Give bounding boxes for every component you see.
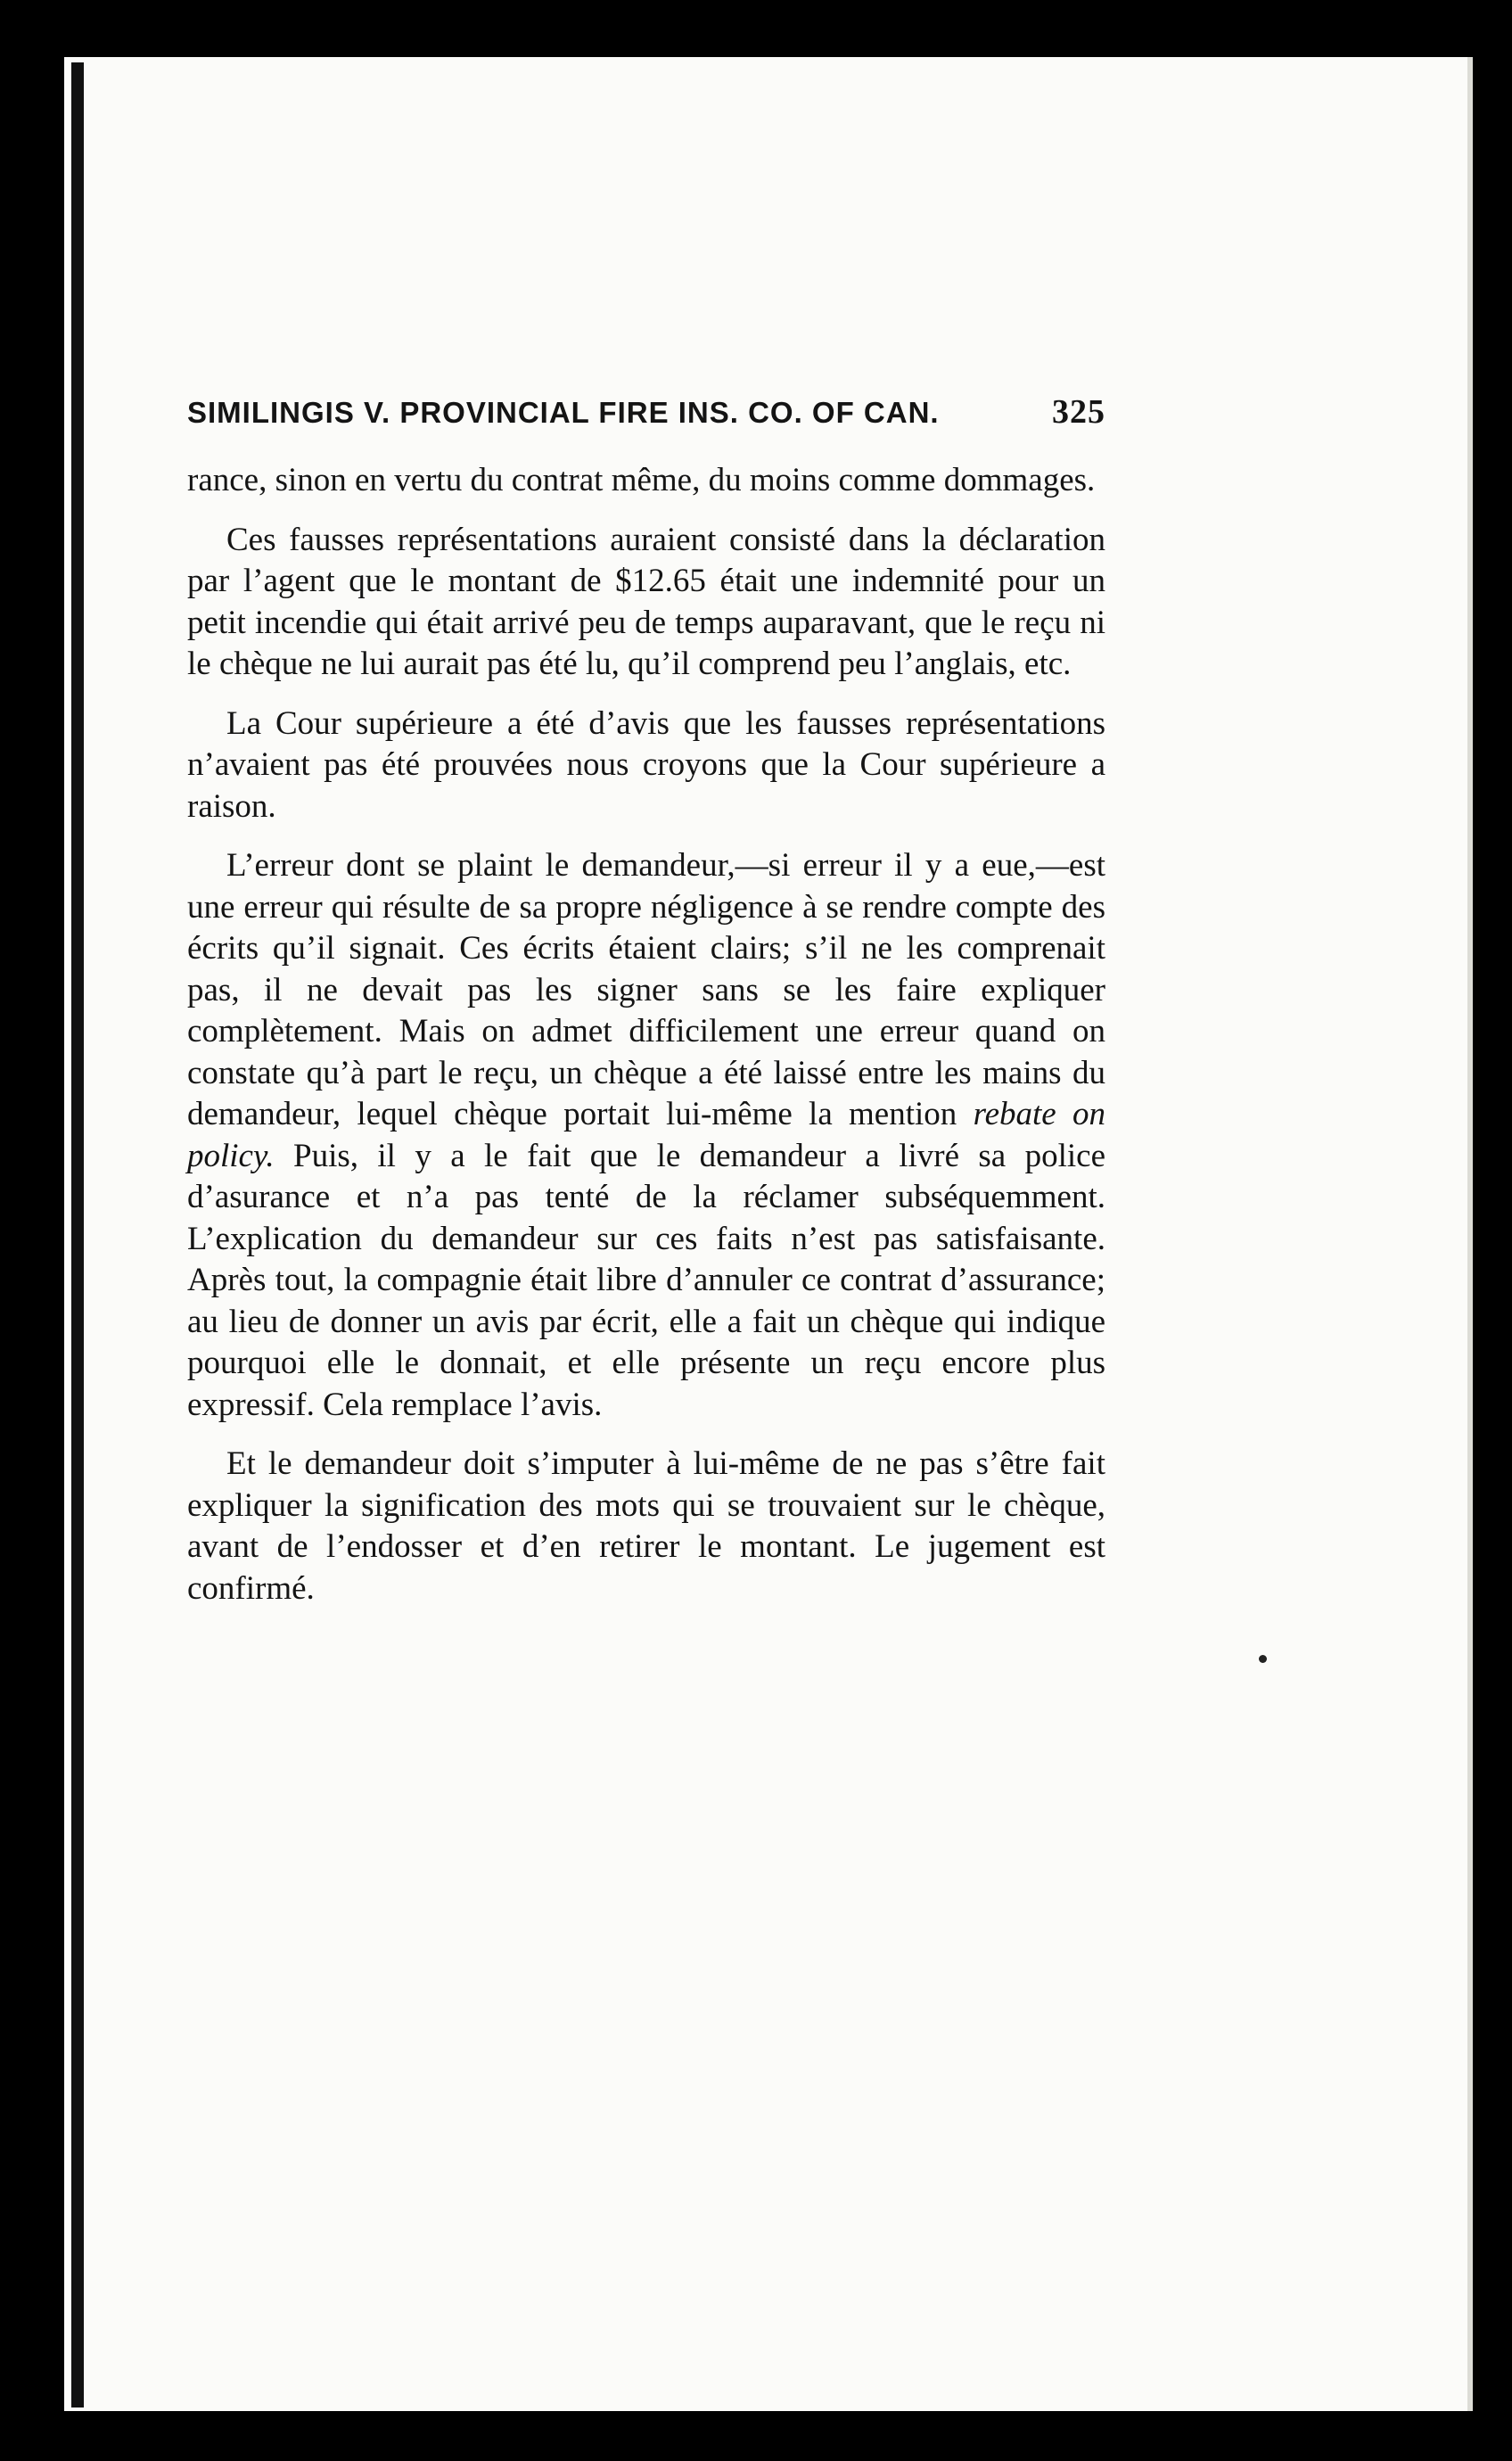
ink-speck — [1259, 1655, 1267, 1663]
running-head — [187, 392, 1105, 432]
paragraph-2: Ces fausses représentations auraient consisté dans la déclaration par l’agent que le montant de $12.65 était une indemnité pour un petit incendie qui était arrivé peu de temps auparavant, que le reçu ni le chèque ne lui aurait pas été lu, qu’il comprend peu l’anglais, etc. — [187, 521, 1105, 682]
paragraph-3: La Cour supérieure a été d’avis que les fausses représentations n’avaient pas été prouvées nous croyons que la Cour supérieure a raison. — [187, 704, 1105, 825]
paragraph-5: Et le demandeur doit s’imputer à lui-même de ne pas s’être fait expliquer la signification des mots qui se trouvaient sur le chèque, avant de l’endosser et d’en retirer le montant. Le jugement est confirmé. — [187, 1445, 1105, 1607]
page-number: 325 — [1052, 393, 1105, 431]
paragraph-4-text-before: L’erreur dont se plaint le demandeur,—si erreur il y a eue,—est une erreur qui résulte de sa propre négligence à se rendre compte des écrits qu’il signait. Ces écrits étaient clairs; s’il ne les comprenait pas, il ne devait pas les signer sans se les faire expliquer complètement. Mais on admet difficilement une erreur quand on constate qu’à part le reçu, un chèque a été laissé entre les mains du demandeur, lequel chèque portait lui-même la mention — [187, 847, 1105, 1132]
paragraph-4 — [187, 845, 1105, 1426]
running-title: SIMILINGIS V. PROVINCIAL FIRE INS. CO. OF CAN. — [187, 396, 940, 429]
paragraph-4-text-after: Puis, il y a le fait que le demandeur a livré sa police d’asurance et n’a pas tenté de la réclamer subséquemment. L’explication du demandeur sur ces faits n’est pas satisfaisante. Après tout, la compagnie était libre d’annuler ce contrat d’assurance; au lieu de donner un avis par écrit, elle a fait un chèque qui indique pourquoi elle le donnait, et elle présente un reçu encore plus expressif. Cela remplace l’avis. — [187, 1137, 1106, 1423]
page-binding-edge — [71, 62, 84, 2408]
paragraph-4-italic-phrase: rebate on policy. — [187, 1096, 1106, 1174]
page-text — [187, 392, 1105, 1627]
paragraph-1: rance, sinon en vertu du contrat même, du moins comme dommages. — [187, 462, 1096, 498]
